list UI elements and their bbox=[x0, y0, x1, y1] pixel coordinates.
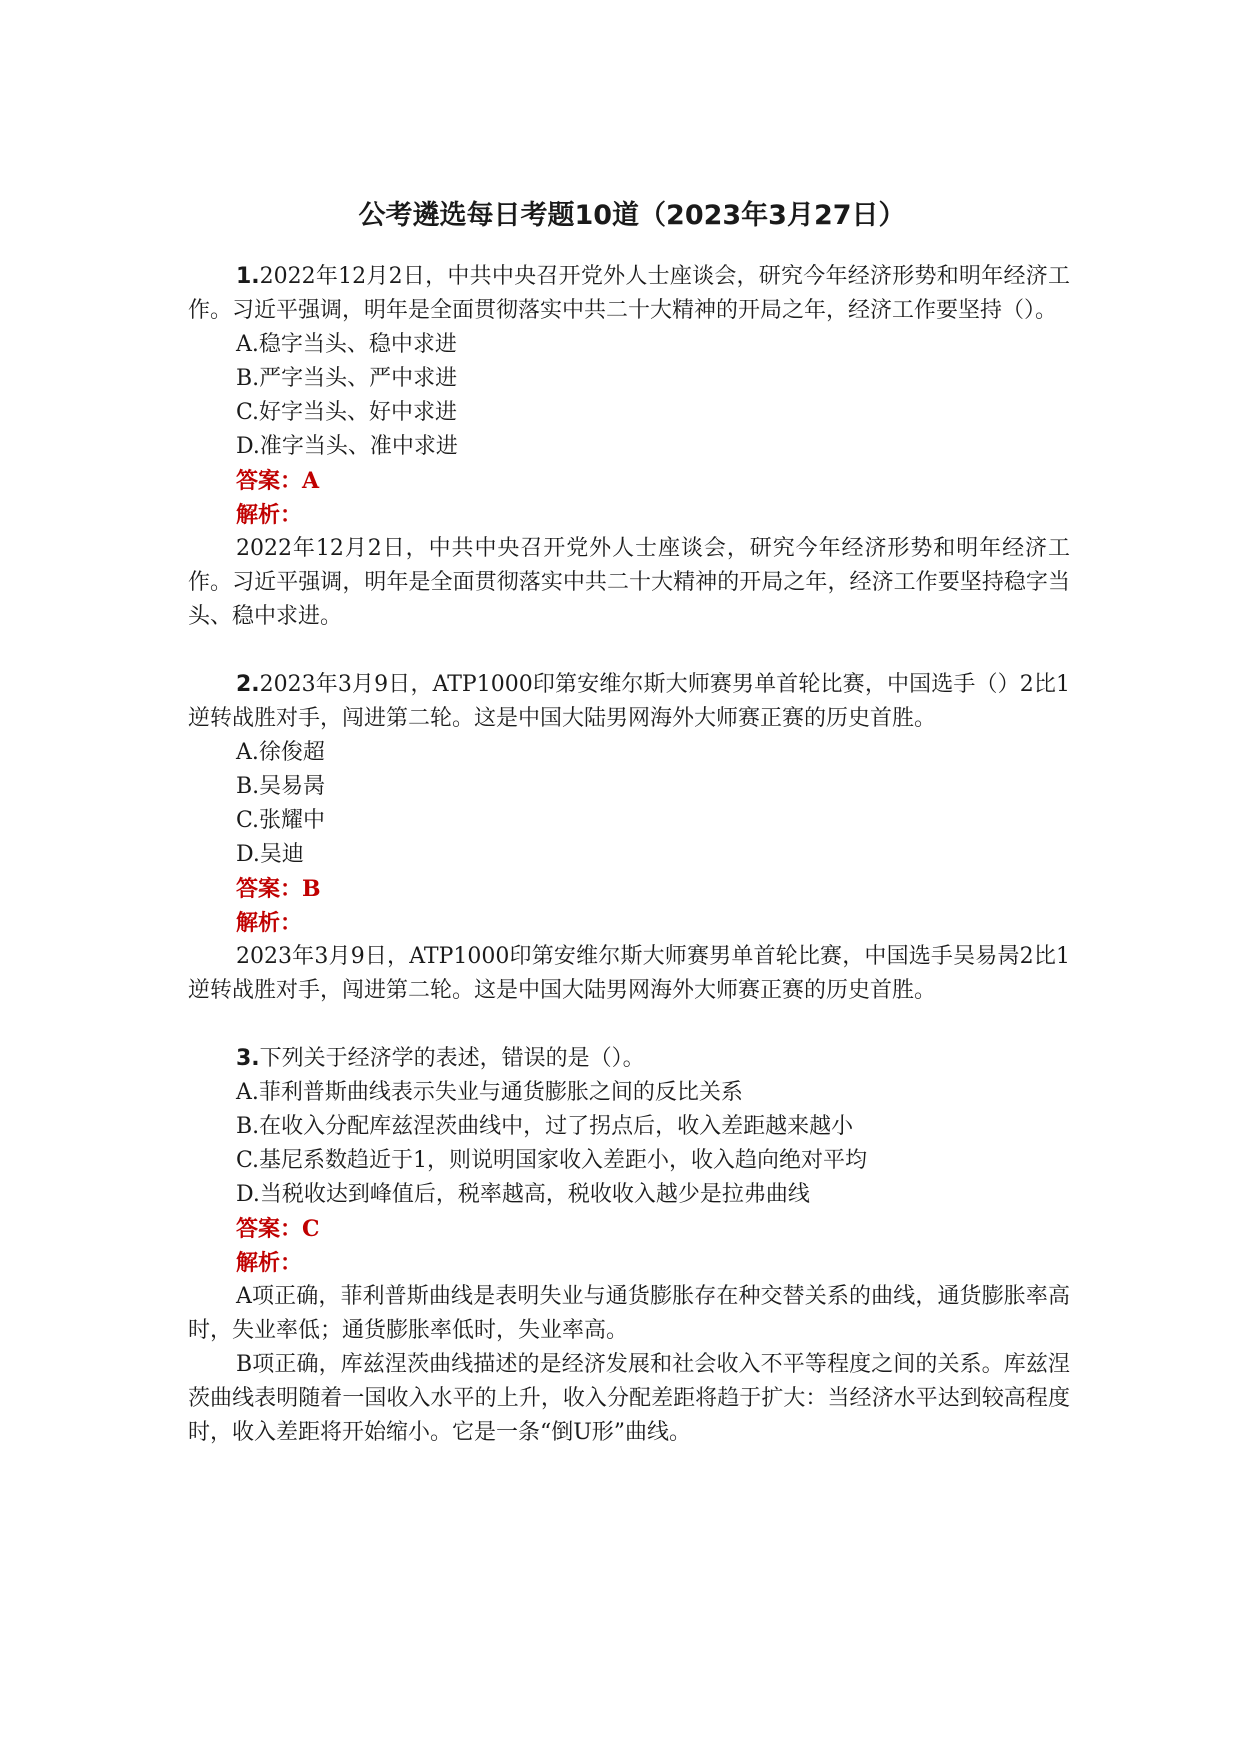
question-2 bbox=[188, 668, 1070, 1008]
option-d: D.吴迪 bbox=[236, 842, 304, 867]
analysis-text: A项正确，菲利普斯曲线是表明失业与通货膨胀存在种交替关系的曲线，通货膨胀率高时，失业率低；通货膨胀率低时，失业率高。 bbox=[188, 1284, 1070, 1343]
question-number: 1. bbox=[236, 264, 260, 289]
analysis-text: 2022年12月2日，中共中央召开党外人士座谈会，研究今年经济形势和明年经济工作。习近平强调，明年是全面贯彻落实中共二十大精神的开局之年，经济工作要坚持稳字当头、稳中求进。 bbox=[188, 536, 1070, 629]
option-c: C.好字当头、好中求进 bbox=[236, 400, 458, 425]
answer: 答案：C bbox=[236, 1216, 320, 1242]
question-stem bbox=[188, 260, 1070, 328]
option-b: B.吴易昺 bbox=[236, 774, 326, 799]
question-text: 下列关于经济学的表述，错误的是（）。 bbox=[259, 1046, 645, 1071]
option-a: A.稳字当头、稳中求进 bbox=[236, 332, 457, 357]
option-d: D.准字当头、准中求进 bbox=[236, 434, 458, 459]
analysis-text: B项正确，库兹涅茨曲线描述的是经济发展和社会收入不平等程度之间的关系。库兹涅茨曲线表明随着一国收入水平的上升，收入分配差距将趋于扩大：当经济水平达到较高程度时，收入差距将开始缩小。它是一条“倒U形”曲线。 bbox=[188, 1352, 1070, 1445]
option-a: A.菲利普斯曲线表示失业与通货膨胀之间的反比关系 bbox=[236, 1080, 743, 1105]
option-b: B.在收入分配库兹涅茨曲线中，过了拐点后，收入差距越来越小 bbox=[236, 1114, 854, 1139]
option-b: B.严字当头、严中求进 bbox=[236, 366, 458, 391]
question-number: 3. bbox=[236, 1046, 260, 1071]
analysis-label: 解析： bbox=[236, 910, 303, 936]
question-number: 2. bbox=[236, 672, 260, 697]
question-1 bbox=[188, 260, 1070, 634]
question-text: 2023年3月9日，ATP1000印第安维尔斯大师赛男单首轮比赛，中国选手（）2比1逆转战胜对手，闯进第二轮。这是中国大陆男网海外大师赛正赛的历史首胜。 bbox=[188, 672, 1070, 731]
question-stem bbox=[188, 1042, 1070, 1076]
option-d: D.当税收达到峰值后，税率越高，税收收入越少是拉弗曲线 bbox=[236, 1182, 810, 1207]
option-c: C.张耀中 bbox=[236, 808, 326, 833]
answer: 答案：B bbox=[236, 876, 321, 902]
page-title: 公考遴选每日考题10道（2023年3月27日） bbox=[358, 200, 906, 231]
analysis-label: 解析： bbox=[236, 1250, 303, 1276]
analysis-text: 2023年3月9日，ATP1000印第安维尔斯大师赛男单首轮比赛，中国选手吴易昺2比1逆转战胜对手，闯进第二轮。这是中国大陆男网海外大师赛正赛的历史首胜。 bbox=[188, 944, 1070, 1003]
answer: 答案：A bbox=[236, 468, 320, 494]
question-3 bbox=[188, 1042, 1070, 1450]
option-a: A.徐俊超 bbox=[236, 740, 325, 765]
question-text: 2022年12月2日，中共中央召开党外人士座谈会，研究今年经济形势和明年经济工作。习近平强调，明年是全面贯彻落实中共二十大精神的开局之年，经济工作要坚持（）。 bbox=[188, 264, 1070, 323]
analysis-label: 解析： bbox=[236, 502, 303, 528]
question-stem bbox=[188, 668, 1070, 736]
option-c: C.基尼系数趋近于1，则说明国家收入差距小，收入趋向绝对平均 bbox=[236, 1148, 868, 1173]
